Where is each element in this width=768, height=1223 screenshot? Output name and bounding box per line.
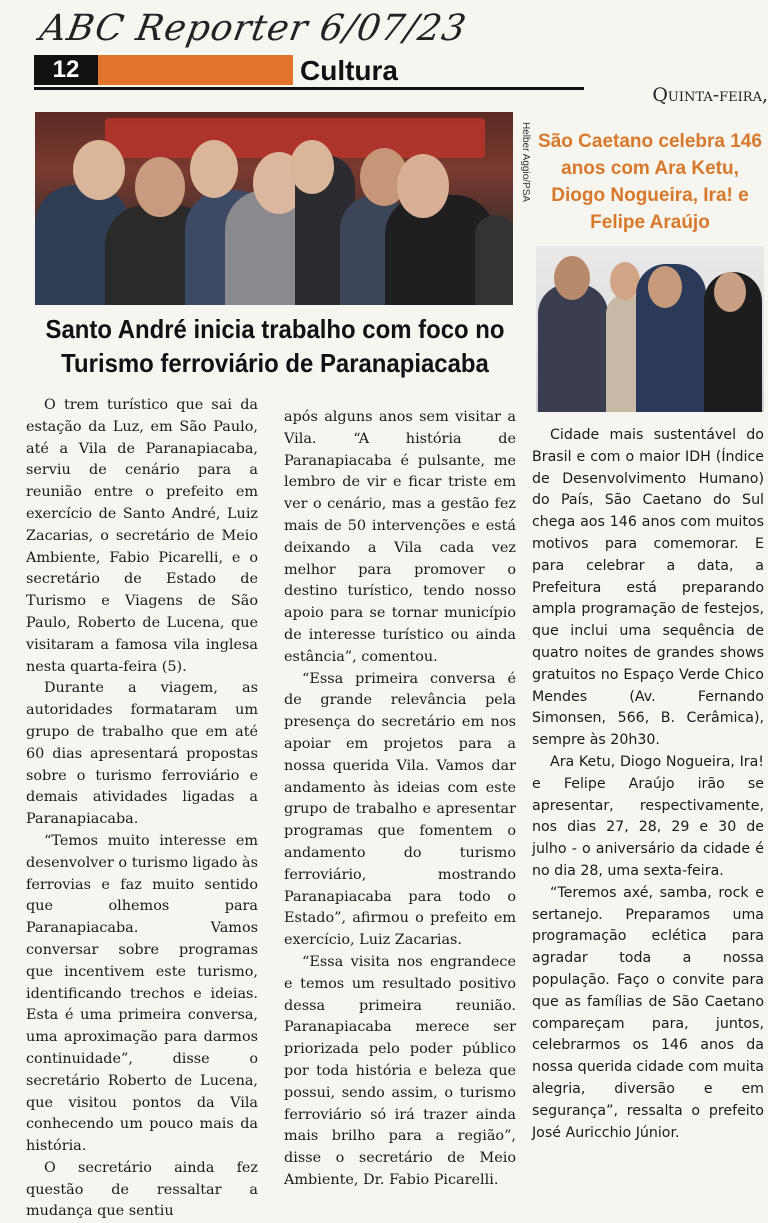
- page-number: 12: [34, 55, 98, 85]
- section-title: Cultura: [300, 55, 398, 86]
- header-accent-bar: [98, 55, 293, 85]
- handwritten-note: ABC Reporter 6/07/23: [36, 8, 470, 49]
- sidebar-column: [532, 425, 764, 1144]
- paragraph: “Teremos axé, samba, rock e sertanejo. Preparamos uma programação eclética para agradar toda a nossa população. Faço o convite para que as famílias de São Caetano compareçam para, juntos, celebrarmos os 146 anos da nossa querida cidade com muita alegria, diversão e em segurança”, ressalta o prefeito José Auricchio Júnior.: [532, 884, 764, 1141]
- paragraph: “Essa visita nos engrandece e temos um resultado positivo dessa primeira reunião. Paranapiacaba merece ser priorizada pelo poder público por toda história e beleza que possui, sendo assim, o turismo ferroviário só irá trazer ainda mais brilho para a região”, disse o secretário de Meio Ambiente, Dr. Fabio Picarelli.: [284, 953, 516, 1188]
- headline-line-2: Turismo ferroviário de Paranapiacaba: [61, 348, 489, 378]
- sidebar-photo: [536, 246, 764, 412]
- paragraph: Cidade mais sustentável do Brasil e com o maior IDH (Índice de Desenvolvimento Humano) do País, São Caetano do Sul chega aos 146 anos com muitos motivos para comemorar. E para celebrar a data, a Prefeitura está preparando ampla programação de festejos, que inclui uma sequência de quatro noites de grandes shows gratuitos no Espaço Verde Chico Mendes (Av. Fernando Simonsen, 566, B. Cerâmica), sempre às 20h30.: [532, 427, 764, 749]
- paragraph: após alguns anos sem visitar a Vila. “A história de Paranapiacaba é pulsante, me lembro de vir e ficar triste em ver o cenário, mas a gestão fez mais de 50 intervenções e está deixando a Vila cada vez melhor para promover o destino turístico, tendo nosso apoio para se tornar município de interesse turístico ou ainda estância”, comentou.: [284, 409, 516, 665]
- sidebar-headline: São Caetano celebra 146 anos com Ara Ketu, Diogo Nogueira, Ira! e Felipe Araújo: [538, 131, 762, 233]
- paragraph: Durante a viagem, as autoridades formataram um grupo de trabalho que em até 60 dias apresentará propostas sobre o turismo ferroviário e demais atividades ligadas a Paranapiacaba.: [26, 680, 258, 828]
- paragraph: “Temos muito interesse em desenvolver o turismo ligado às ferrovias e faz muito sentido que olhemos para Paranapiacaba. Vamos conversar sobre programas que incentivem este turismo, identificando trechos e ideias. Esta é uma primeira conversa, uma aproximação para darmos continuidade”, disse o secretário Roberto de Lucena, que visitou pontos da Vila conhecendo um pouco mais da história.: [26, 832, 258, 1155]
- dateline: Quinta-feira,: [652, 84, 768, 106]
- paragraph: O trem turístico que sai da estação da Luz, em São Paulo, até a Vila de Paranapiacaba, serviu de cenário para a reunião entre o prefeito em exercício de Santo André, Luiz Zacarias, o secretário de Meio Ambiente, Fabio Picarelli, e o secretário de Estado de Turismo e Viagens de São Paulo, Roberto de Lucena, que visitaram a famosa vila inglesa nesta quarta-feira (5).: [26, 397, 258, 675]
- article-column-2: [284, 407, 516, 1192]
- photo-credit: Helber Aggio/PSA: [520, 122, 531, 203]
- paragraph: Ara Ketu, Diogo Nogueira, Ira! e Felipe Araújo irão se apresentar, respectivamente, nos dias 27, 28, 29 e 30 de julho - o aniversário da cidade é no dia 28, uma sexta-feira.: [532, 753, 764, 879]
- main-article-photo: [35, 112, 513, 305]
- main-headline: [40, 312, 509, 380]
- article-column-1: [26, 395, 258, 1223]
- paragraph: “Essa primeira conversa é de grande relevância pela presença do secretário em nos apoiar em projetos para a nossa querida Vila. Vamos dar andamento às ideias com este grupo de trabalho e apresentar programas que fomentem o andamento do turismo ferroviário, mostrando Paranapiacaba para todo o Estado”, afirmou o prefeito em exercício, Luiz Zacarias.: [284, 670, 516, 949]
- paragraph: O secretário ainda fez questão de ressaltar a mudança que sentiu: [26, 1159, 258, 1220]
- header-rule: [34, 87, 584, 90]
- headline-line-1: Santo André inicia trabalho com foco no: [45, 314, 505, 344]
